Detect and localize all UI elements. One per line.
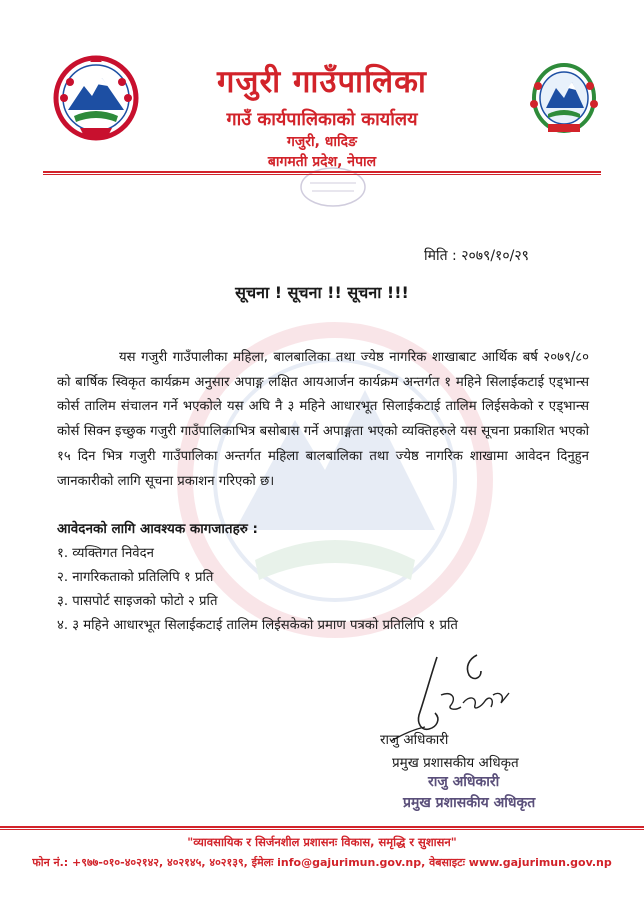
requirements-heading: आवेदनको लागि आवश्यक कागजातहरु : xyxy=(57,521,258,537)
signatory-name: राजु अधिकारी xyxy=(380,732,449,748)
requirement-item: ४. ३ महिने आधारभूत सिलाईकटाई तालिम लिईसकेको प्रमाण पत्रको प्रतिलिपि १ प्रति xyxy=(57,618,458,633)
footer-slogan: "व्यावसायिक र सिर्जनशील प्रशासनः विकास, समृद्धि र सुशासन" xyxy=(187,835,457,849)
notice-body: यस गजुरी गाउँपालीका महिला, बालबालिका तथा ज्येष्ठ नागरिक शाखाबाट आर्थिक बर्ष २०७९/८० को बार्षिक स्विकृत कार्यक्रम अनुसार अपाङ्ग लक्षित आयआर्जन कार्यक्रम अन्तर्गत १ महिने सिलाईकटाई एड्भान्स कोर्स तालिम संचालन गर्ने भएकोले यस अघि नै ३ महिने आधारभूत सिलाईकटाई तालिम लिईसकेको र एड्भान्स कोर्स सिक्न इच्छुक गजुरी गाउँपालिकाभित्र बसोबास गर्ने अपाङ्गता भएको व्यक्तिहरुले यस सूचना प्रकाशित भएको १५ दिन भित्र गजुरी गाउँपालिका अन्तर्गत महिला बालबालिका तथा ज्येष्ठ नागरिक शाखामा आवेदन दिनुहुन जानकारीको लागि सूचना प्रकाशन गरिएको छ। xyxy=(57,350,589,489)
stamp-title: प्रमुख प्रशासकीय अधिकृत xyxy=(403,795,536,811)
signatory-title: प्रमुख प्रशासकीय अधिकृत xyxy=(392,755,519,771)
notice-title: सूचना ! सूचना !! सूचना !!! xyxy=(235,283,409,302)
requirement-item: २. नागरिकताको प्रतिलिपि १ प्रति xyxy=(57,570,214,585)
notice-date: मिति : २०७९/१०/२९ xyxy=(424,248,529,264)
footer-divider xyxy=(0,826,644,828)
office-subtitle: गाउँ कार्यपालिकाको कार्यालय xyxy=(226,109,418,130)
stamp-name: राजु अधिकारी xyxy=(428,774,500,790)
header-divider-thin xyxy=(43,174,601,175)
office-location: गजुरी, धादिङ xyxy=(286,134,358,150)
requirement-item: १. व्यक्तिगत निवेदन xyxy=(57,546,154,561)
footer-contact: फोन नं.: +९७७-०१०-४०२१४२, ४०२१४५, ४०२१३९, ईमेलः info@gajurimun.gov.np, वेबसाइटः www.gajurimun.gov.np xyxy=(32,856,612,869)
requirement-item: ३. पासपोर्ट साइजको फोटो २ प्रति xyxy=(57,594,218,609)
office-province: बागमती प्रदेश, नेपाल xyxy=(267,154,377,170)
header-divider xyxy=(43,171,601,173)
municipality-title: गजुरी गाउँपालिका xyxy=(217,64,427,100)
footer-divider-thin xyxy=(0,829,644,830)
